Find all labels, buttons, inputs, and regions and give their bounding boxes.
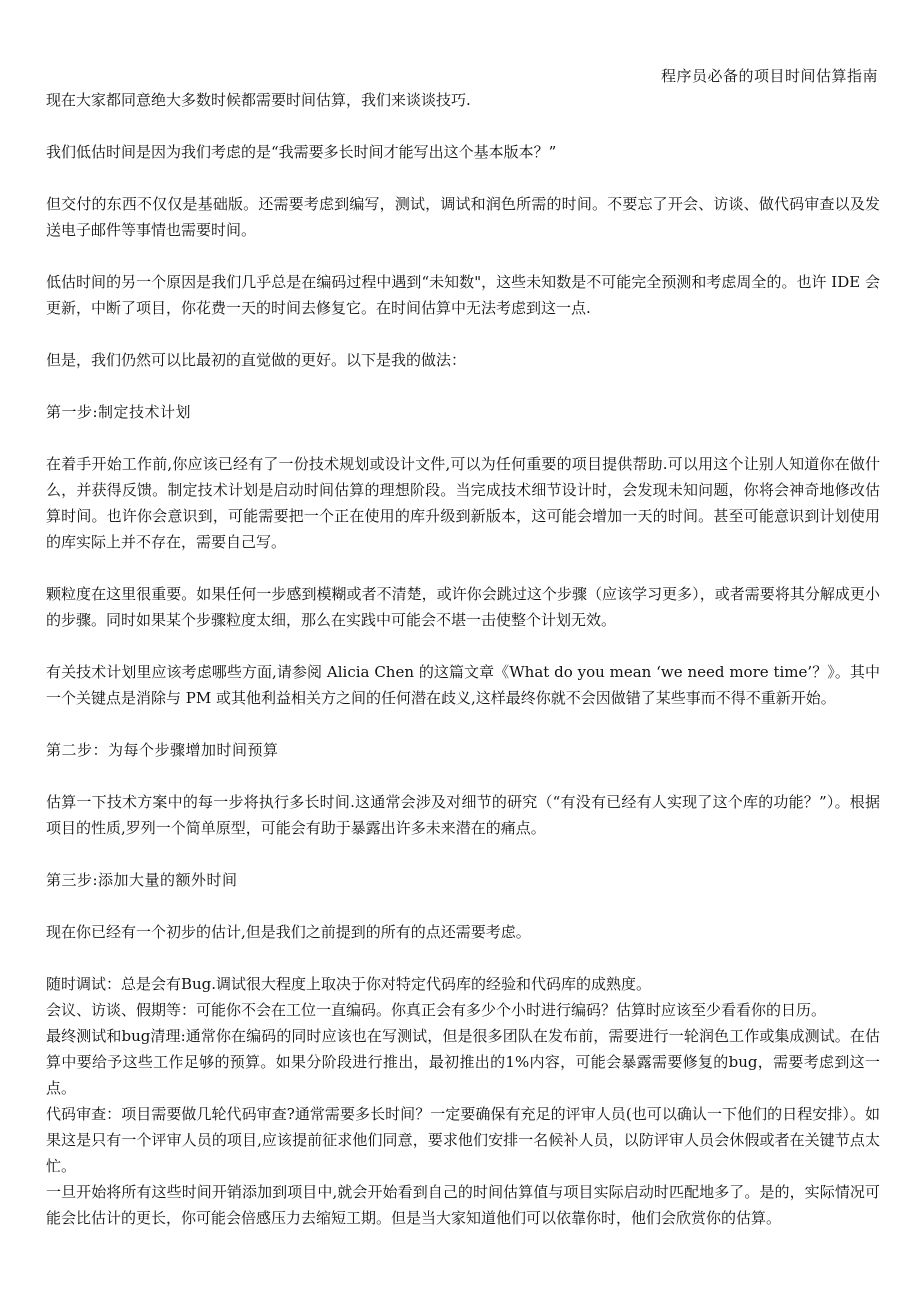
- paragraph-unknowns: 低估时间的另一个原因是我们几乎总是在编码过程中遇到“未知数"，这些未知数是不可能完全预测和考虑周全的。也许 IDE 会更新，中断了项目，你花费一天的时间去修复它。在时间估算中无法考虑到这一点.: [46, 273, 880, 317]
- list-item-debugging: 随时调试：总是会有Bug.调试很大程度上取决于你对特定代码库的经验和代码库的成熟度。: [46, 975, 652, 993]
- paragraph-time-budget: 估算一下技术方案中的每一步将执行多长时间.这通常会涉及对细节的研究（“有没有已经有人实现了这个库的功能？”）。根据项目的性质,罗列一个简单原型，可能会有助于暴露出许多未来潜在的痛点。: [46, 793, 880, 837]
- paragraph-tech-plan: 在着手开始工作前,你应该已经有了一份技术规划或设计文件,可以为任何重要的项目提供帮助.可以用这个让别人知道你在做什么，并获得反馈。制定技术计划是启动时间估算的理想阶段。当完成技术细节设计时，会发现未知问题，你将会神奇地修改估算时间。也许你会意识到，可能需要把一个正在使用的库升级到新版本，这可能会增加一天的时间。甚至可能意识到计划使用的库实际上并不存在，需要自己写。: [46, 455, 880, 551]
- list-item-testing: 最终测试和bug清理:通常你在编码的同时应该也在写测试，但是很多团队在发布前，需要进行一轮润色工作或集成测试。在估算中要给予这些工作足够的预算。如果分阶段进行推出，最初推出的1%内容，可能会暴露需要修复的bug，需要考虑到这一点。: [46, 1027, 880, 1097]
- paragraph-reference: 有关技术计划里应该考虑哪些方面,请参阅 Alicia Chen 的这篇文章《What do you mean ‘we need more time’？》。其中一个关键点是消除与 PM 或其他利益相关方之间的任何潜在歧义,这样最终你就不会因做错了某些事而不得不重新开始。: [46, 663, 880, 707]
- step-three-heading: 第三步:添加大量的额外时间: [46, 871, 238, 889]
- paragraph-initial-estimate: 现在你已经有一个初步的估计,但是我们之前提到的所有的点还需要考虑。: [46, 923, 531, 941]
- page-header-title: 程序员必备的项目时间估算指南: [660, 67, 878, 85]
- list-item-meetings: 会议、访谈、假期等：可能你不会在工位一直编码。你真正会有多少个小时进行编码？估算时应该至少看看你的日历。: [46, 1001, 827, 1019]
- paragraph-underestimate: 我们低估时间是因为我们考虑的是“我需要多长时间才能写出这个基本版本？”: [46, 143, 557, 161]
- paragraph-granularity: 颗粒度在这里很重要。如果任何一步感到模糊或者不清楚，或许你会跳过这个步骤（应该学习更多），或者需要将其分解成更小的步骤。同时如果某个步骤粒度太细，那么在实践中可能会不堪一击使整个计划无效。: [46, 585, 880, 629]
- step-one-heading: 第一步:制定技术计划: [46, 403, 192, 421]
- step-two-heading: 第二步：为每个步骤增加时间预算: [46, 741, 279, 759]
- paragraph-approach: 但是，我们仍然可以比最初的直觉做的更好。以下是我的做法：: [46, 351, 467, 369]
- article-body: [46, 87, 880, 1231]
- paragraph-deliverables: 但交付的东西不仅仅是基础版。还需要考虑到编写，测试，调试和润色所需的时间。不要忘了开会、访谈、做代码审查以及发送电子邮件等事情也需要时间。: [46, 195, 880, 239]
- list-item-code-review: 代码审查：项目需要做几轮代码审查?通常需要多长时间？一定要确保有充足的评审人员(也可以确认一下他们的日程安排）。如果这是只有一个评审人员的项目,应该提前征求他们同意，要求他们安排一名候补人员，以防评审人员会休假或者在关键节点太忙。: [46, 1105, 880, 1175]
- paragraph-conclusion: 一旦开始将所有这些时间开销添加到项目中,就会开始看到自己的时间估算值与项目实际启动时匹配地多了。是的，实际情况可能会比估计的更长，你可能会倍感压力去缩短工期。但是当大家知道他们可以依靠你时，他们会欣赏你的估算。: [46, 1183, 880, 1227]
- paragraph-intro: 现在大家都同意绝大多数时候都需要时间估算，我们来谈谈技巧.: [46, 91, 471, 109]
